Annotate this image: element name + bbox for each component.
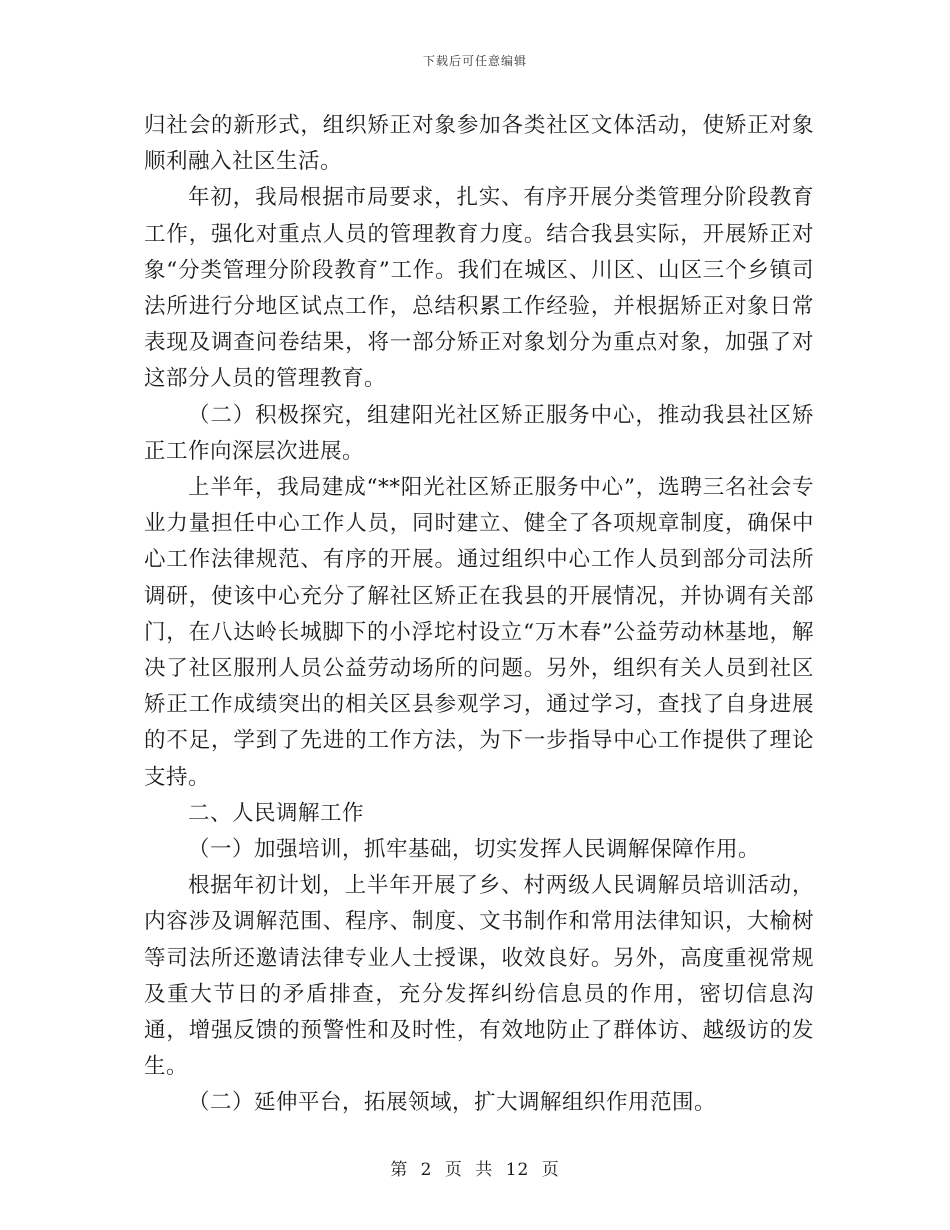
footer-suffix: 页 [541, 1160, 560, 1180]
page-header-note: 下载后可任意编辑 [422, 54, 527, 68]
section-heading-2b: （二）延伸平台，拓展领域，扩大调解组织作用范围。 [188, 1090, 717, 1116]
paragraph-3: 上半年，我局建成“**阳光社区矫正服务中心”，选聘三名社会专业力量担任中心工作人员，同时建立、健全了各项规章制度，确保中心工作法律规范、有序的开展。通过组织中心工作人员到部分司法所调研，使该中心充分了解社区矫正在我县的开展情况，并协调有关部门，在八达岭长城脚下的小浮坨村设立“万木春”公益劳动林基地，解决了社区服刑人员公益劳动场所的问题。另外，组织有关人员到社区矫正工作成绩突出的相关区县参观学习，通过学习，查找了自身进展的不足，学到了先进的工作方法，为下一步指导中心工作提供了理论支持。 [144, 475, 814, 790]
footer-prefix: 第 [390, 1160, 409, 1180]
paragraph-1: 归社会的新形式，组织矫正对象参加各类社区文体活动，使矫正对象顺利融入社区生活。 [144, 113, 814, 175]
total-page-count: 12 [505, 1160, 530, 1180]
chapter-heading-people-mediation: 二、人民调解工作 [188, 800, 365, 826]
footer-page-word: 页 [444, 1160, 463, 1180]
paragraph-4: 根据年初计划，上半年开展了乡、村两级人民调解员培训活动，内容涉及调解范围、程序、制度、文书制作和常用法律知识，大榆树等司法所还邀请法律专业人士授课，收效良好。另外，高度重视常规及重大节日的矛盾排查，充分发挥纠纷信息员的作用，密切信息沟通，增强反馈的预警性和及时性，有效地防止了群体访、越级访的发生。 [144, 873, 814, 1080]
section-heading-2: （二）积极探究，组建阳光社区矫正服务中心，推动我县社区矫正工作向深层次进展。 [144, 402, 814, 464]
footer-total-word: 共 [475, 1160, 494, 1180]
current-page-number: 2 [420, 1160, 433, 1180]
page-footer [0, 1155, 950, 1180]
paragraph-2: 年初，我局根据市局要求，扎实、有序开展分类管理分阶段教育工作，强化对重点人员的管理教育力度。结合我县实际，开展矫正对象“分类管理分阶段教育”工作。我们在城区、川区、山区三个乡镇司法所进行分地区试点工作，总结积累工作经验，并根据矫正对象日常表现及调查问卷结果，将一部分矫正对象划分为重点对象，加强了对这部分人员的管理教育。 [144, 185, 814, 392]
document-body [144, 108, 814, 1122]
section-heading-1: （一）加强培训，抓牢基础，切实发挥人民调解保障作用。 [188, 837, 761, 863]
